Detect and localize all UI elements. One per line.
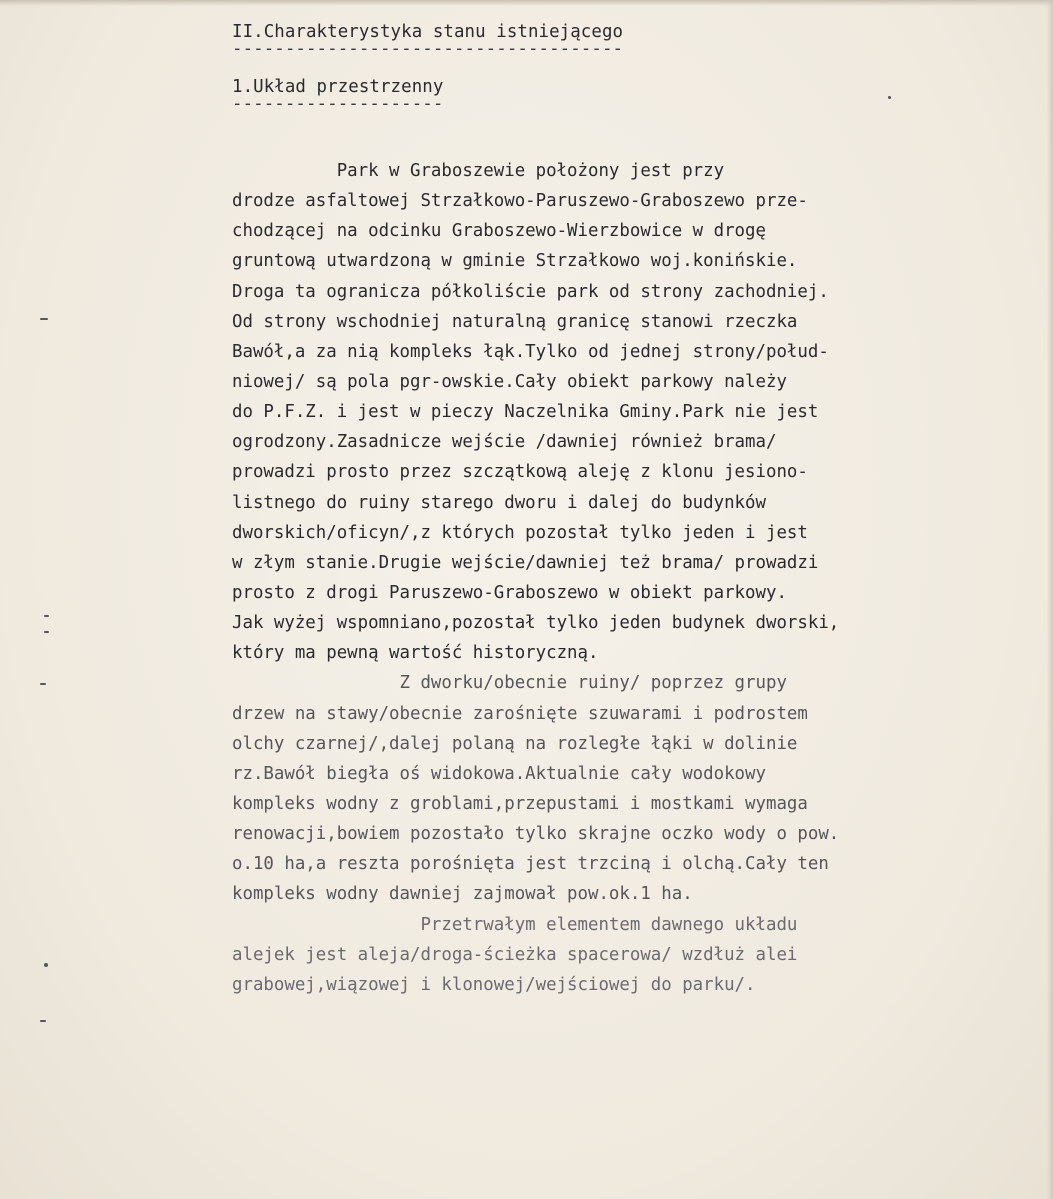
text-line: w złym stanie.Drugie wejście/dawniej też brama/ prowadzi [232, 552, 819, 573]
section-heading-underline: ------------------------------------- [232, 39, 624, 59]
text-line: chodzącej na odcinku Graboszewo-Wierzbowice w drogę [232, 221, 766, 242]
text-line: alejek jest aleja/droga-ścieżka spacerowa/ wzdłuż alei [232, 944, 798, 965]
margin-speck [40, 683, 46, 685]
body-text [232, 156, 839, 1000]
margin-speck [44, 615, 49, 617]
text-line: kompleks wodny z groblami,przepustami i mostkami wymaga [232, 793, 808, 814]
page-edge-right [1047, 0, 1053, 1199]
subsection-heading: 1.Układ przestrzenny [232, 77, 444, 97]
text-line: który ma pewną wartość historyczną. [232, 643, 599, 664]
text-line: Przetrwałym elementem dawnego układu [232, 914, 798, 935]
text-line: prosto z drogi Paruszewo-Graboszewo w obiekt parkowy. [232, 582, 787, 603]
text-line: Bawół,a za nią kompleks łąk.Tylko od jednej strony/połud- [232, 341, 829, 362]
text-line: dworskich/oficyn/,z których pozostał tylko jeden i jest [232, 522, 808, 543]
text-line: Park w Graboszewie położony jest przy [232, 161, 725, 181]
text-line: Z dworku/obecnie ruiny/ poprzez grupy [232, 673, 787, 694]
text-line: prowadzi prosto przez szczątkową aleję z klonu jesiono- [232, 462, 808, 483]
margin-speck [888, 96, 891, 99]
text-line: olchy czarnej/,dalej polaną na rozległe łąki w dolinie [232, 733, 798, 754]
text-line: listnego do ruiny starego dworu i dalej do budynków [232, 492, 766, 513]
text-line: grabowej,wiązowej i klonowej/wejściowej do parku/. [232, 974, 756, 995]
text-line: Jak wyżej wspomniano,pozostał tylko jeden budynek dworski, [232, 613, 840, 634]
margin-speck [44, 631, 49, 633]
text-line: drodze asfaltowej Strzałkowo-Paruszewo-Graboszewo prze- [232, 191, 808, 212]
text-line: o.10 ha,a reszta porośnięta jest trzciną i olchą.Cały ten [232, 854, 829, 875]
margin-speck [44, 963, 48, 967]
section-heading: II.Charakterystyka stanu istniejącego [232, 22, 624, 42]
text-line: Droga ta ogranicza półkoliście park od strony zachodniej. [232, 281, 829, 302]
margin-speck [40, 1020, 46, 1022]
page-edge-top [0, 0, 1053, 6]
text-line: ogrodzony.Zasadnicze wejście /dawniej również brama/ [232, 432, 777, 453]
margin-speck [40, 318, 48, 320]
text-line: do P.F.Z. i jest w pieczy Naczelnika Gminy.Park nie jest [232, 402, 819, 423]
text-line: rz.Bawół biegła oś widokowa.Aktualnie cały wodokowy [232, 763, 766, 784]
text-line: Od strony wschodniej naturalną granicę stanowi rzeczka [232, 311, 798, 332]
text-line: drzew na stawy/obecnie zarośnięte szuwarami i podrostem [232, 703, 808, 724]
text-line: renowacji,bowiem pozostało tylko skrajne oczko wody o pow. [232, 824, 840, 845]
text-line: kompleks wodny dawniej zajmował pow.ok.1 ha. [232, 884, 693, 905]
subsection-heading-underline: -------------------- [232, 94, 444, 114]
text-line: niowej/ są pola pgr-owskie.Cały obiekt parkowy należy [232, 371, 787, 392]
text-line: gruntową utwardzoną w gminie Strzałkowo woj.konińskie. [232, 251, 798, 272]
